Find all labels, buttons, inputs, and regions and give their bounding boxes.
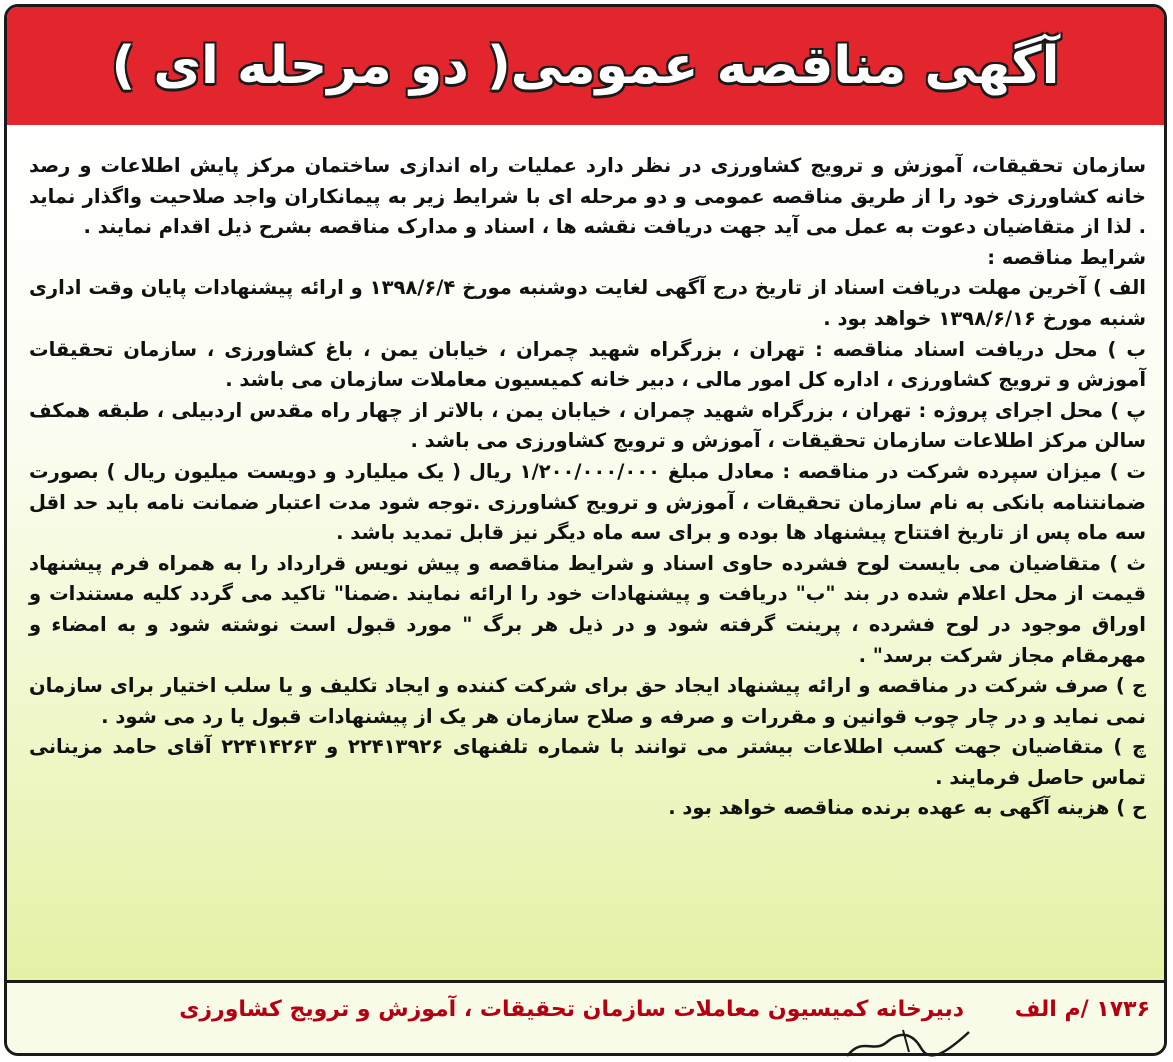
header-banner (7, 7, 1164, 125)
announcement-frame (4, 4, 1167, 1056)
announcement-text (29, 151, 1146, 824)
condition-item-jim: ج ) صرف شرکت در مناقصه و ارائه پیشنهاد ایجاد حق برای شرکت کننده و ایجاد تکلیف و یا سلب اختیار برای سازمان نمی نماید و در چار چوب قوانین و مقررات و صرفه و صلاح سازمان هر یک از پیشنهادات قبول یا رد می شود . (29, 674, 1146, 728)
condition-item-pe: پ ) محل اجرای پروژه : تهران ، بزرگراه شهید چمران ، خیابان یمن ، بالاتر از چهار راه مقدس اردبیلی ، طبقه همکف سالن مرکز اطلاعات سازمان تحقیقات ، آموزش و ترویج کشاورزی می باشد . (29, 398, 1146, 453)
condition-item-be: ب ) محل دریافت اسناد مناقصه : تهران ، بزرگراه شهید چمران ، خیابان یمن ، باغ کشاورزی ، سازمان تحقیقات آموزش و ترویج کشاورزی ، اداره کل امور مالی ، دبیر خانه کمیسیون معاملات سازمان می باشد . (29, 337, 1146, 392)
footer-ad-code: ۱۷۳۶ /م الف (1014, 997, 1150, 1022)
condition-item-alef: الف ) آخرین مهلت دریافت اسناد از تاریخ درج آگهی لغایت دوشنبه مورخ ۱۳۹۸/۶/۴ و ارائه پیشنهادات پایان وقت اداری شنبه مورخ ۱۳۹۸/۶/۱۶ خواهد بود . (29, 276, 1146, 330)
condition-item-he: ح ) هزینه آگهی به عهده برنده مناقصه خواهد بود . (668, 796, 1146, 820)
condition-item-se: ث ) متقاضیان می بایست لوح فشرده حاوی اسناد و شرایط مناقصه و پیش نویس قرارداد را به همراه فرم پیشنهاد قیمت از محل اعلام شده در بند "ب" دریافت و پیشنهادات خود را ارائه نمایند .ضمنا" تاکید می گردد کلیه مستندات و اوراق موجود در لوح فشرده ، پرینت گرفته شود و در ذیل هر برگ " مورد قبول است نوشته شود و به امضاء و مهرمقام مجاز شرکت برسد" . (29, 551, 1146, 667)
announcement-body (7, 125, 1164, 983)
conditions-heading: شرایط مناقصه : (987, 245, 1146, 269)
condition-item-che: چ ) متقاضیان جهت کسب اطلاعات بیشتر می توانند با شماره تلفنهای ۲۲۴۱۳۹۲۶ و ۲۲۴۱۴۲۶۳ آقای حامد مزینانی تماس حاصل فرمایند . (29, 735, 1146, 789)
announcement-title: آگهی مناقصه عمومی( دو مرحله ای ) (111, 36, 1060, 96)
signature-mark (843, 1026, 973, 1060)
condition-item-te: ت ) میزان سپرده شرکت در مناقصه : معادل مبلغ ۱/۲۰۰/۰۰۰/۰۰۰ ریال ( یک میلیارد و دویست میلیون ریال ) بصورت ضمانتنامه بانکی به نام سازمان تحقیقات ، آموزش و ترویج کشاورزی .توجه شود مدت اعتبار ضمانت نامه باید حد اقل سه ماه پس از تاریخ افتتاح پیشنهاد ها بوده و برای سه ماه دیگر نیز قابل تمدید باشد . (29, 459, 1146, 545)
intro-paragraph: سازمان تحقیقات، آموزش و ترویج کشاورزی در نظر دارد عملیات راه اندازی ساختمان مرکز پایش اطلاعات و رصد خانه کشاورزی خود را از طریق مناقصه عمومی و دو مرحله ای با شرایط زیر به پیمانکاران واجد صلاحیت واگذار نماید . لذا از متقاضیان دعوت به عمل می آید جهت دریافت نقشه ها ، اسناد و مدارک مناقصه بشرح ذیل اقدام نمایند . (29, 154, 1146, 239)
announcement-footer (7, 983, 1164, 1053)
footer-organization: دبیرخانه کمیسیون معاملات سازمان تحقیقات ، آموزش و ترویج کشاورزی (179, 997, 964, 1022)
